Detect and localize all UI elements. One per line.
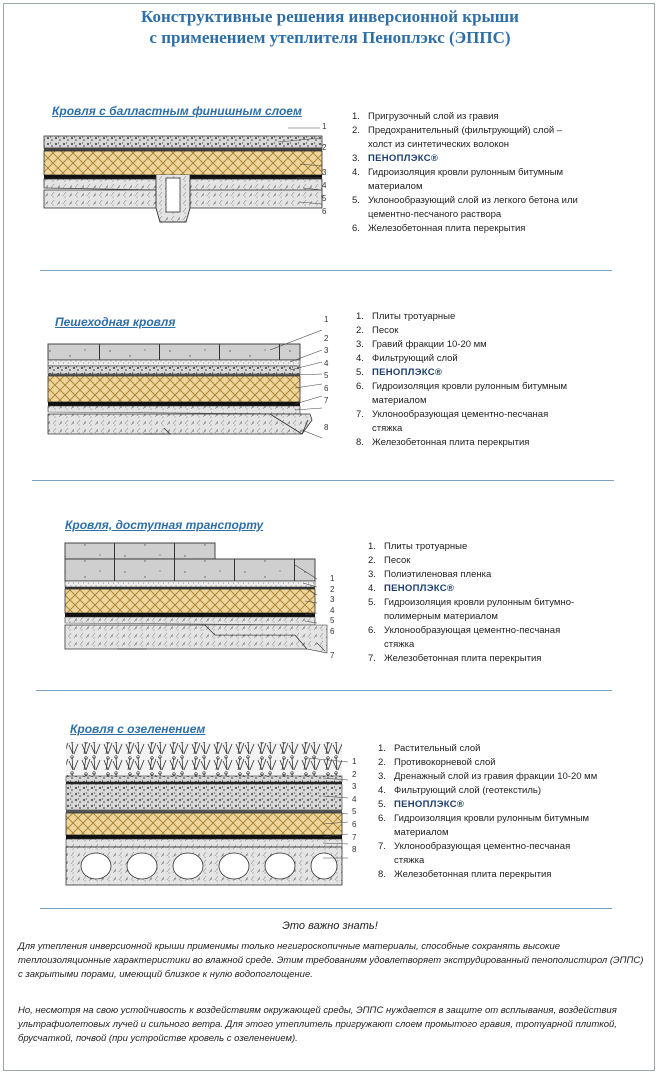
callout-1: 1	[330, 574, 335, 583]
vegetation-layer	[66, 742, 342, 776]
root-barrier-layer	[66, 776, 342, 782]
waterproofing-layer	[66, 835, 342, 839]
section-1-legend	[352, 110, 578, 236]
legend-item: 2. Песок	[368, 555, 411, 566]
callout-3: 3	[322, 168, 327, 177]
waterproofing-layer	[65, 613, 315, 617]
callout-3: 3	[324, 346, 329, 355]
tiles-top	[65, 543, 215, 559]
legend-item: 6. Уклонообразующая цементно-песчаная	[368, 625, 561, 636]
callout-6: 6	[352, 819, 357, 829]
callout-2: 2	[330, 584, 335, 594]
legend-item: цементно-песчаного раствора	[368, 209, 502, 220]
legend-item: 1. Пригрузочный слой из гравия	[352, 111, 499, 122]
legend-item: 1. Растительный слой	[378, 743, 481, 754]
section-3-title: Кровля, доступная транспорту	[65, 518, 264, 532]
section-2-legend	[356, 310, 567, 450]
legend-item: 8. Железобетонная плита перекрытия	[378, 869, 552, 880]
section-2-title: Пешеходная кровля	[55, 315, 176, 329]
penoplex-layer	[44, 151, 322, 175]
legend-item: 4. Фильтрующий слой (геотекстиль)	[378, 785, 542, 796]
legend-item: 4. ПЕНОПЛЭКС®	[368, 583, 455, 594]
callout-2: 2	[352, 769, 357, 779]
legend-item: 4. Фильтрующий слой	[356, 353, 458, 364]
callout-2: 2	[324, 333, 329, 343]
callout-7: 7	[352, 832, 357, 842]
legend-item: стяжка	[384, 639, 415, 650]
callout-4: 4	[322, 181, 327, 190]
callout-3: 3	[352, 782, 357, 792]
legend-item: 6. Гидроизоляция кровли рулонным битумным	[356, 381, 568, 392]
drainage-layer	[66, 784, 342, 810]
penoplex-layer	[48, 376, 300, 402]
note-title: Это важно знать!	[282, 920, 378, 932]
drain-pipe	[166, 178, 180, 212]
legend-item: 2. Противокорневой слой	[378, 757, 496, 768]
page-title	[0, 6, 660, 48]
callout-5: 5	[352, 807, 357, 817]
callout-4: 4	[352, 794, 357, 804]
filter-layer	[44, 148, 322, 151]
callout-5: 5	[330, 616, 335, 625]
legend-item: 3. Дренажный слой из гравия фракции 10-20 мм	[378, 771, 598, 782]
penoplex-layer	[66, 813, 342, 835]
legend-item: 6. Железобетонная плита перекрытия	[352, 223, 526, 234]
legend-item: 4. Гидроизоляция кровли рулонным битумным	[352, 167, 564, 178]
section-4-title: Кровля с озеленением	[70, 722, 206, 736]
section-2-callouts	[324, 314, 336, 434]
screed-layer	[66, 839, 342, 847]
callout-1: 1	[322, 122, 327, 131]
page-title-line2: с применением утеплителя Пеноплэкс (ЭППС)	[149, 28, 511, 47]
note-paragraph-2: Но, несмотря на свою устойчивость к воздействиям окружающей среды, ЭППС нуждается в защите от всплывания, воздействия ультрафиолетовых лучей и сильного ветра. Для этого утеплитель пригружают слоем промытого гравия, тротуарной плиткой, брусчаткой, почвой (при устройстве кровель с озеленением).	[18, 1005, 617, 1044]
gravel-layer	[48, 366, 300, 374]
callout-4: 4	[330, 605, 335, 615]
legend-item: 7. Железобетонная плита перекрытия	[368, 653, 542, 664]
legend-item: 2. Предохранительный (фильтрующий) слой –	[352, 125, 563, 136]
callout-7: 7	[330, 651, 335, 660]
legend-item: холст из синтетических волокон	[368, 139, 510, 150]
divider-2	[32, 480, 614, 481]
page-title-line1: Конструктивные решения инверсионной крыши	[141, 7, 519, 26]
section-4-legend	[378, 742, 597, 882]
callout-1: 1	[352, 757, 357, 766]
callout-6: 6	[324, 383, 329, 393]
screed-layer	[48, 406, 300, 414]
legend-item: стяжка	[372, 423, 403, 434]
legend-item: 1. Плиты тротуарные	[356, 311, 456, 322]
legend-item: 3. Полиэтиленовая пленка	[368, 569, 492, 580]
divider-1	[40, 270, 612, 271]
legend-item: 3. Гравий фракции 10-20 мм	[356, 339, 487, 350]
tiles-layer	[48, 344, 300, 360]
screed-layer	[65, 617, 315, 625]
legend-item: материалом	[368, 181, 423, 192]
callout-6: 6	[322, 207, 327, 216]
section-3-legend	[368, 540, 574, 666]
slab-layer	[48, 414, 312, 434]
legend-item: 8. Железобетонная плита перекрытия	[356, 437, 530, 448]
tiles-layer	[65, 559, 315, 581]
legend-item: материалом	[394, 827, 449, 838]
legend-item: 5. Уклонообразующий слой из легкого бетона или	[352, 195, 578, 206]
section-3-diagram	[55, 535, 355, 660]
legend-item: полимерным материалом	[384, 611, 498, 622]
legend-item: 1. Плиты тротуарные	[368, 541, 468, 552]
callout-7: 7	[324, 396, 329, 405]
note-paragraph-1: Для утепления инверсионной крыши применимы только негигроскопичные материалы, способные сохранять высокие теплоизоляционные характеристики во влажной среде. Этим требованиям удовлетворяет экструдированный пенополистирол (ЭППС) с закрытыми порами, имеющий близкое к нулю водопоглощение.	[18, 941, 644, 980]
callout-8: 8	[352, 845, 357, 855]
penoplex-layer	[65, 589, 315, 613]
legend-item: 7. Уклонообразующая цементно-песчаная	[378, 841, 571, 852]
legend-item: 5. ПЕНОПЛЭКС®	[356, 367, 443, 378]
waterproofing-layer	[48, 402, 300, 406]
callout-4: 4	[324, 358, 329, 368]
legend-item: 2. Песок	[356, 325, 399, 336]
section-1-diagram	[38, 118, 348, 228]
section-4-diagram	[58, 738, 368, 888]
callout-3: 3	[330, 595, 335, 604]
callout-5: 5	[322, 194, 327, 203]
section-1-title: Кровля с балластным финишным слоем	[52, 104, 302, 118]
callout-1: 1	[324, 315, 329, 324]
section-3-callouts	[330, 574, 342, 662]
sand-layer	[65, 581, 315, 587]
callout-5: 5	[324, 371, 329, 380]
sand-layer	[48, 360, 300, 366]
divider-3	[36, 690, 612, 691]
section-1-callouts	[322, 120, 334, 218]
section-4-callouts	[352, 756, 364, 857]
legend-item: 6. Гидроизоляция кровли рулонным битумным	[378, 813, 590, 824]
divider-4	[40, 908, 612, 909]
legend-item: 7. Уклонообразующая цементно-песчаная	[356, 409, 549, 420]
legend-item: стяжка	[394, 855, 425, 866]
geotextile-layer	[66, 810, 342, 813]
legend-item: 3. ПЕНОПЛЭКС®	[352, 153, 439, 164]
callout-8: 8	[324, 422, 329, 432]
legend-item: 5. ПЕНОПЛЭКС®	[378, 799, 465, 810]
legend-item: материалом	[372, 395, 427, 406]
callout-6: 6	[330, 626, 335, 636]
callout-2: 2	[322, 143, 327, 152]
legend-item: 5. Гидроизоляция кровли рулонным битумно-	[368, 597, 575, 608]
section-2-diagram	[40, 330, 350, 442]
